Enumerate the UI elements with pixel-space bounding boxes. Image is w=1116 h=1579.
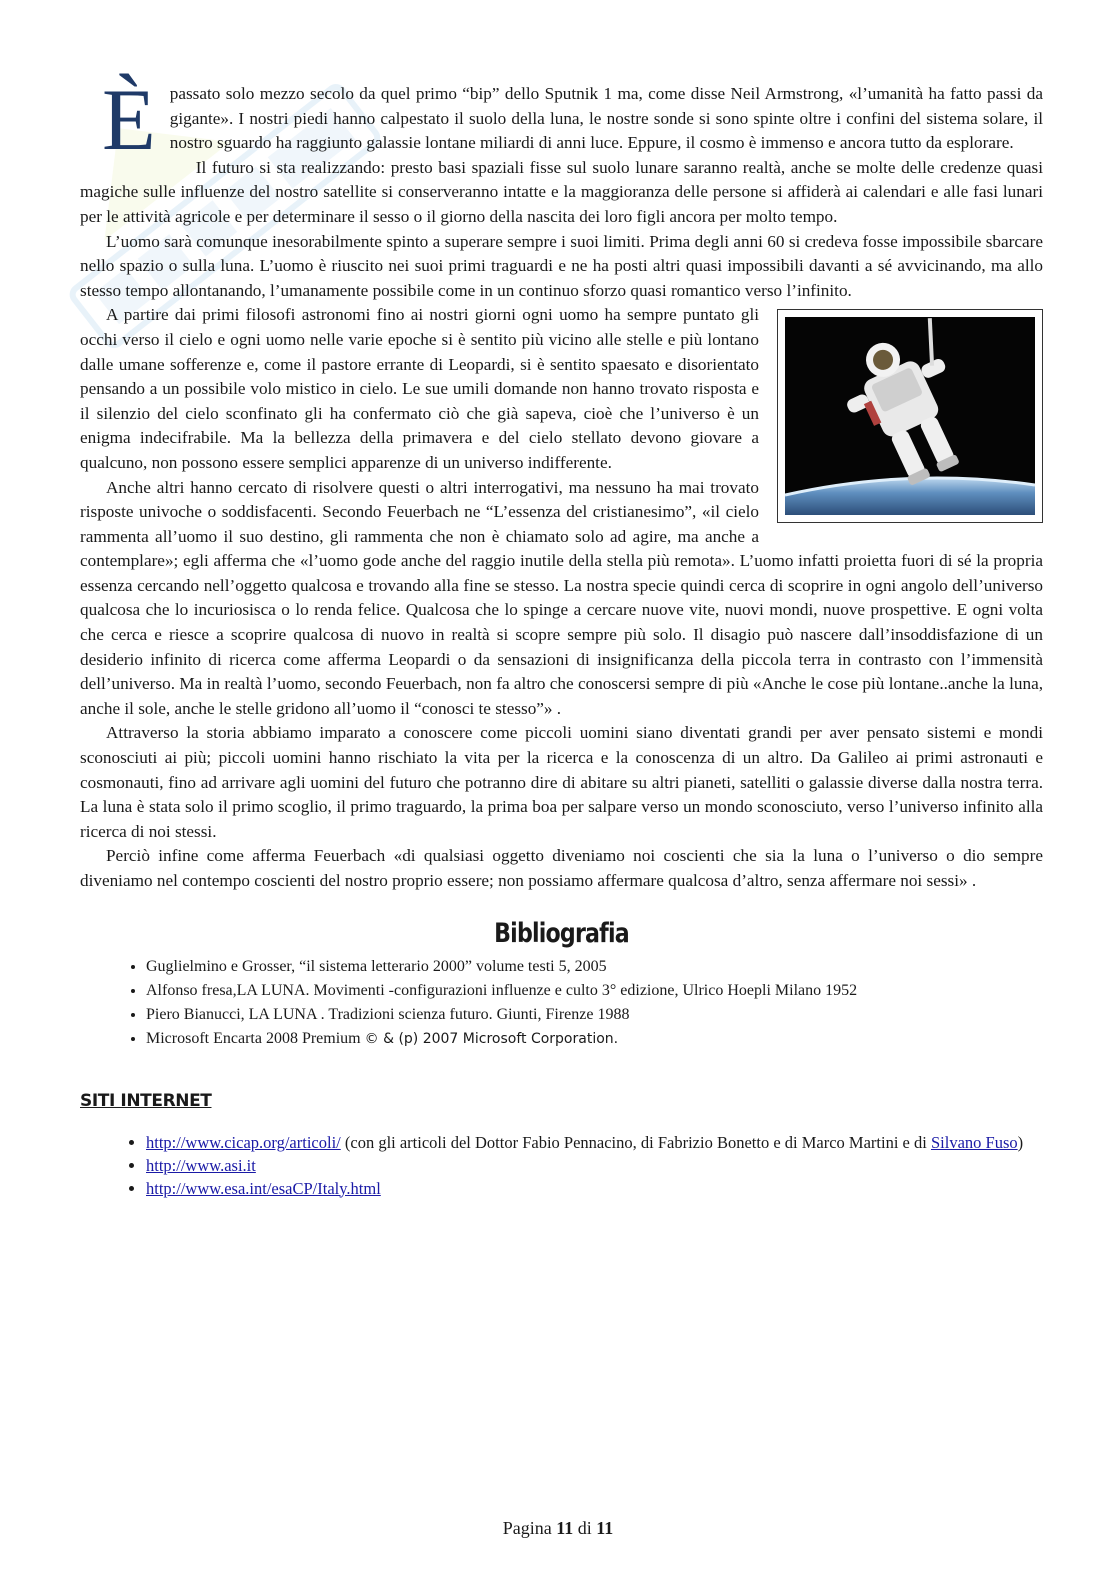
- paragraph-1: È passato solo mezzo secolo da quel primo “bip” dello Sputnik 1 ma, come disse Neil Armstrong, «l’umanità ha fatto passi da gigante». I nostri piedi hanno calpestato il suolo della luna, le nostre sonde si sono spinte oltre i confini del sistema solare, il nostro sguardo ha raggiunto galassie lontane miliardi di anni luce. Eppure, il cosmo è immenso e ancora tutto da esplorare.: [102, 72, 1043, 169]
- current-page-number: 11: [556, 1518, 574, 1538]
- list-item: • http://www.cicap.org/articoli/ (con gli articoli del Dottor Fabio Pennacino, di Fabrizio Bonetto e di Marco Martini e di Silvano Fuso): [146, 1131, 1043, 1154]
- paragraph-4: A partire dai primi filosofi astronomi fino ai nostri giorni ogni uomo ha sempre puntato gli occhi verso il cielo e ogni uomo nelle varie epoche si è sentito più vicino alle stelle e più lontano dalle umane sofferenze e, come il pastore errante di Leopardi, si è sentito spaesato e disorientato pensando a un possibile volo mistico in cielo. Le sue umili domande non hanno trovato risposta e il silenzio del cielo sconfinato gli ha confermato ciò che già sapeva, cioè che l’universo è un enigma indecifrabile. Ma la bellezza della primavera e del cielo stellato devono giovare a qualcuno, non possono essere semplici apparenze di un universo indifferente.: [80, 305, 759, 472]
- list-item: • Alfonso fresa,LA LUNA. Movimenti -configurazioni influenze e culto 3° edizione, Ulrico Hoepli Milano 1952: [146, 979, 1043, 1003]
- document-page: [80, 72, 1043, 1200]
- bibliography-list: [80, 955, 1043, 1051]
- list-item: [146, 1177, 1043, 1200]
- page-footer: Pagina 11 di 11: [502, 1518, 614, 1538]
- asi-link[interactable]: http://www.asi.it: [146, 1155, 256, 1175]
- silvano-fuso-link[interactable]: Silvano Fuso: [930, 1132, 1018, 1152]
- astronaut-spacewalk-image: [785, 317, 1035, 515]
- paragraph-2: Il futuro si sta realizzando: presto basi spaziali fisse sul suolo lunare saranno realtà, anche se molte delle credenze quasi magiche sulle influenze del nostro satellite si conserveranno intatte e la maggioranza delle persone si affiderà ai calendari e alle fasi lunari per le attività agricole e per determinare il sesso o il giorno della nascita dei loro figli ancora per molto tempo.: [80, 157, 1043, 226]
- cicap-link[interactable]: http://www.cicap.org/articoli/: [146, 1132, 341, 1152]
- websites-list: [80, 1131, 1043, 1200]
- list-item: • Piero Bianucci, LA LUNA . Tradizioni scienza futuro. Giunti, Firenze 1988: [146, 1003, 1043, 1027]
- list-item: • Guglielmino e Grosser, “il sistema letterario 2000” volume testi 5, 2005: [146, 955, 1043, 979]
- astronaut-image: [777, 309, 1043, 523]
- article-body: [80, 72, 1043, 894]
- list-item: • Microsoft Encarta 2008 Premium © & (p) 2007 Microsoft Corporation.: [146, 1027, 1043, 1051]
- total-pages-number: 11: [596, 1518, 614, 1538]
- websites-heading: SITI INTERNET: [80, 1090, 212, 1111]
- paragraph-6: Attraverso la storia abbiamo imparato a conoscere come piccoli uomini siano diventati grandi per aver pensato sistemi e mondi sconosciuti ai più; piccoli uomini hanno rischiato la vita per la ricerca e la conoscenza di un altro. Da Galileo ai primi astronauti e cosmonauti, fino ad arrivare agli uomini del futuro che potranno dire di abitare su altri pianeti, satelliti o galassie diverse dalla nostra terra. La luna è stata solo il primo scoglio, il primo traguardo, la prima boa per salpare verso un mondo sconosciuto, verso l’universo infinito alla ricerca di noi stessi.: [80, 723, 1043, 841]
- list-item: [146, 1154, 1043, 1177]
- paragraph-7: Perciò infine come afferma Feuerbach «di qualsiasi oggetto diveniamo noi coscienti che sia la luna o l’universo o dio sempre diveniamo nel contempo coscienti del nostro proprio essere; non possiamo affermare qualcosa d’altro, senza affermare noi sessi» .: [80, 846, 1043, 890]
- paragraph-5: Anche altri hanno cercato di risolvere questi o altri interrogativi, ma nessuno ha mai trovato risposte univoche o soddisfacenti. Secondo Feuerbach ne “L’essenza del cristianesimo”, «il cielo rammenta all’uomo il suo destino, gli rammenta che non è chiamato solo ad agire, ma anche a contemplare»; egli afferma che «l’uomo gode anche del raggio inutile della stella più remota». L’uomo infatti proietta fuori di sé la propria essenza cercando nell’oggetto qualcosa e trovando alla fine se stesso. La nostra specie quindi cerca di scoprire in ogni angolo dell’universo qualcosa che lo incuriosisca o lo renda felice. Qualcosa che lo spinge a cercare nuove vite, nuovi mondi, nuove prospettive. E ogni volta che cerca e riesce a scoprire qualcosa di nuovo in realtà si scopre sempre più solo. Il disagio può nascere dall’insoddisfazione di un desiderio infinito di ricerca come afferma Leopardi o da sensazioni di insignificanza della piccola terra in contrasto con l’immensità dell’universo. Ma in realtà l’uomo, secondo Feuerbach, non fa altro che conoscersi sempre di più «Anche le cose più lontane..anche la luna, anche il sole, anche le stelle gridono all’uomo il “conosci te stesso”» .: [80, 477, 1043, 718]
- esa-link[interactable]: http://www.esa.int/esaCP/Italy.html: [146, 1178, 381, 1198]
- paragraph-3: L’uomo sarà comunque inesorabilmente spinto a superare sempre i suoi limiti. Prima degli anni 60 si credeva fosse impossibile sbarcare nello spazio o sulla luna. L’uomo è riuscito nei suoi primi traguardi e ne ha posti altri quasi impossibili davanti a sé avvicinando, ma allo stesso tempo allontanando, l’umanamente possibile come in un continuo sforzo quasi romantico verso l’infinito.: [80, 231, 1043, 300]
- bibliography-heading: Bibliografia: [494, 917, 629, 949]
- drop-cap: È: [102, 72, 156, 169]
